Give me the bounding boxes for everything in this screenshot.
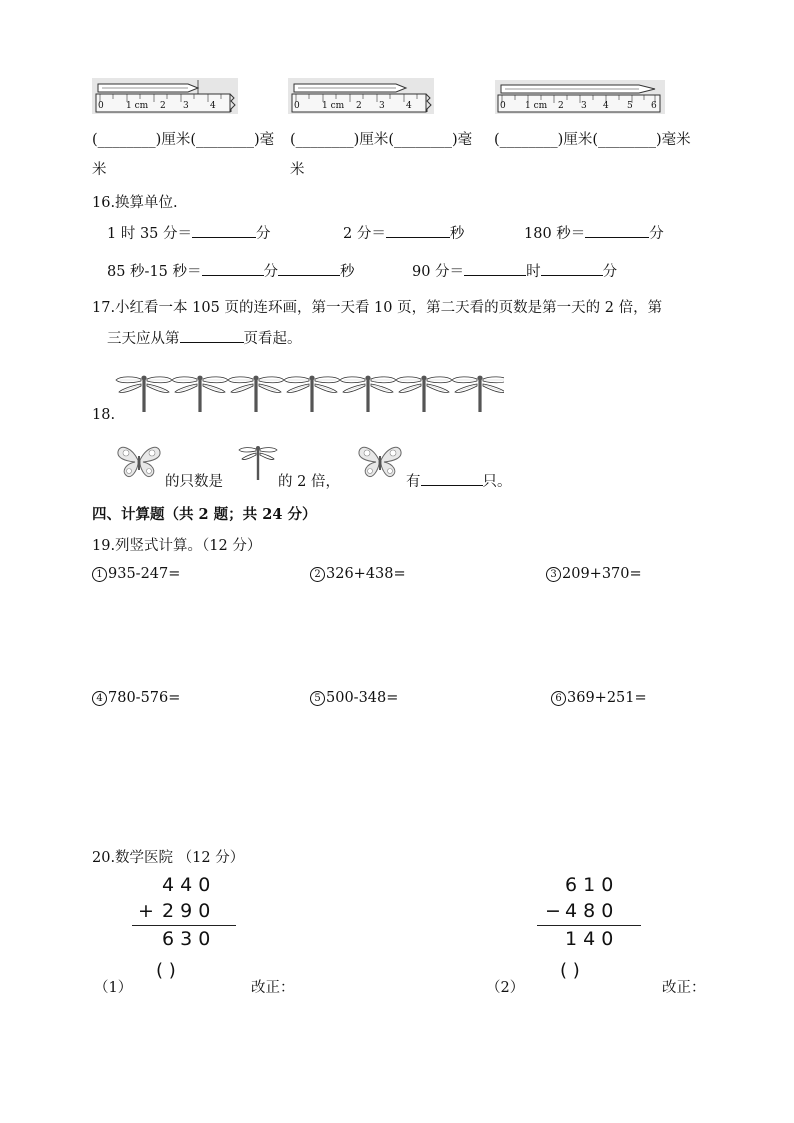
q16-item-5-suffix: 分 <box>602 264 618 280</box>
q19-item-4-expr: 780-576= <box>108 690 181 706</box>
q16-item-4-suffix: 秒 <box>340 264 355 280</box>
ruler-3-tick-5: 5 <box>627 101 633 111</box>
q16-title: 16.换算单位. <box>92 195 178 211</box>
ruler-1 <box>92 78 238 114</box>
q19-item-1 <box>92 566 180 582</box>
q18-number: 18. <box>92 407 116 423</box>
q19-item-3 <box>546 566 642 582</box>
butterfly-icon <box>115 444 163 480</box>
q20-paren-1[interactable]: ( ) <box>156 960 176 981</box>
q19-item-5-expr: 500-348= <box>326 690 399 706</box>
ruler-3-tick-1: 1 cm <box>525 101 548 111</box>
dragonfly-icons <box>114 372 504 416</box>
ruler-3-tick-0: 0 <box>500 101 506 111</box>
q19-item-5 <box>310 690 398 706</box>
ruler-1-tick-2: 2 <box>160 101 166 111</box>
q20-calc-2-result: 1 4 0 <box>565 928 614 950</box>
ruler-2-tick-3: 3 <box>379 101 385 111</box>
q20-title: 20.数学医院 （12 分） <box>92 850 245 866</box>
q20-calc-2-bottom: 4 8 0 <box>565 900 614 922</box>
q19-item-1-expr: 935-247= <box>108 566 181 582</box>
butterfly-icon-1 <box>115 444 163 480</box>
q16-item-2 <box>343 222 464 243</box>
ruler-3-tick-2: 2 <box>558 101 564 111</box>
q19-item-4 <box>92 690 180 706</box>
dragonfly-icon-single <box>238 444 278 482</box>
q16-item-2-blank[interactable] <box>386 223 450 238</box>
q15-answer-b: (________)厘米(________)毫 <box>290 132 473 148</box>
q16-item-4 <box>107 260 355 281</box>
ruler-2-tick-1: 1 cm <box>322 101 345 111</box>
ruler-3-tick-4: 4 <box>603 101 609 111</box>
ruler-3-tick-3: 3 <box>581 101 587 111</box>
butterfly-icon-2 <box>356 444 404 480</box>
q20-fix-2: 改正： <box>662 980 706 996</box>
q16-item-5-blank-1[interactable] <box>464 261 526 276</box>
ruler-1-tick-3: 3 <box>183 101 189 111</box>
q19-item-3-expr: 209+370= <box>562 566 642 582</box>
q20-calc-2-line <box>537 925 641 926</box>
q20-calc-1-op: + <box>138 900 154 922</box>
q16-item-5 <box>412 260 617 281</box>
ruler-1-tick-1: 1 cm <box>126 101 149 111</box>
q16-item-1-blank[interactable] <box>192 223 256 238</box>
q15-answer-c: (________)厘米(________)毫米 <box>494 132 691 148</box>
q20-calc-1-result: 6 3 0 <box>162 928 211 950</box>
q19-item-6-num: 6 <box>551 691 566 706</box>
dragonfly-icon <box>238 444 278 482</box>
q17-line1: 17.小红看一本 105 页的连环画，第一天看 10 页，第二天看的页数是第一天的 2 倍，第 <box>92 300 663 316</box>
q19-item-5-num: 5 <box>310 691 325 706</box>
q19-item-2 <box>310 566 406 582</box>
q17-line2 <box>107 327 302 348</box>
ruler-1-tick-0: 0 <box>98 101 104 111</box>
q15-answer-a: (________)厘米(________)毫 <box>92 132 275 148</box>
q20-label-1: （1） <box>94 980 133 996</box>
q16-item-4-mid: 分 <box>263 264 279 280</box>
q19-item-2-expr: 326+438= <box>326 566 406 582</box>
q20-calc-2-op: − <box>545 900 561 922</box>
ruler-3-image <box>495 80 665 114</box>
q16-item-3 <box>524 222 664 243</box>
q16-item-1-prefix: 1 时 35 分＝ <box>107 226 193 242</box>
q18-text-1: 的只数是 <box>165 474 223 490</box>
q19-item-3-num: 3 <box>546 567 561 582</box>
q16-item-1 <box>107 222 271 243</box>
ruler-2 <box>288 78 434 114</box>
q19-item-6 <box>551 690 647 706</box>
q16-item-5-prefix: 90 分＝ <box>412 264 465 280</box>
q20-calc-2-top: 6 1 0 <box>565 874 614 896</box>
q20-paren-2[interactable]: ( ) <box>560 960 580 981</box>
q19-item-4-num: 4 <box>92 691 107 706</box>
ruler-3 <box>495 80 665 114</box>
q15-answer-b-wrap: 米 <box>290 162 305 178</box>
q20-calc-1 <box>132 872 242 958</box>
q18-answer <box>406 470 512 491</box>
q20-calc-2 <box>535 872 645 958</box>
q16-item-4-prefix: 85 秒-15 秒＝ <box>107 264 202 280</box>
q19-item-6-expr: 369+251= <box>567 690 647 706</box>
section-4-heading: 四、计算题（共 2 题；共 24 分） <box>92 506 317 523</box>
q16-item-5-mid: 时 <box>526 264 541 280</box>
q17-line2-prefix: 三天应从第 <box>107 331 180 347</box>
q17-line2-suffix: 页看起。 <box>243 331 302 347</box>
q20-label-2: （2） <box>486 980 525 996</box>
q16-item-3-suffix: 分 <box>649 226 664 242</box>
ruler-1-tick-4: 4 <box>210 101 216 111</box>
q18-text-3: 有 <box>406 474 421 490</box>
q16-item-4-blank-1[interactable] <box>202 261 264 276</box>
q20-calc-1-line <box>132 925 236 926</box>
q17-blank[interactable] <box>180 328 244 343</box>
q19-item-1-num: 1 <box>92 567 107 582</box>
q18-blank[interactable] <box>421 471 483 486</box>
q20-calc-1-bottom: 2 9 0 <box>162 900 211 922</box>
q20-calc-1-top: 4 4 0 <box>162 874 211 896</box>
q16-item-3-prefix: 180 秒＝ <box>524 226 586 242</box>
q15-answer-a-wrap: 米 <box>92 162 107 178</box>
q18-dragonfly-row <box>114 372 504 416</box>
q18-text-2: 的 2 倍， <box>278 474 340 490</box>
q16-item-5-blank-2[interactable] <box>541 261 603 276</box>
q16-item-4-blank-2[interactable] <box>278 261 340 276</box>
q18-text-4: 只。 <box>482 474 512 490</box>
q19-item-2-num: 2 <box>310 567 325 582</box>
q16-item-3-blank[interactable] <box>585 223 649 238</box>
ruler-3-tick-6: 6 <box>651 101 657 111</box>
q20-fix-1: 改正： <box>251 980 295 996</box>
q16-item-2-prefix: 2 分＝ <box>343 226 386 242</box>
ruler-2-tick-0: 0 <box>294 101 300 111</box>
ruler-2-tick-4: 4 <box>406 101 412 111</box>
q16-item-2-suffix: 秒 <box>449 226 465 242</box>
q19-title: 19.列竖式计算。（12 分） <box>92 538 262 554</box>
butterfly-icon <box>356 444 404 480</box>
q16-item-1-suffix: 分 <box>256 226 271 242</box>
ruler-2-tick-2: 2 <box>356 101 362 111</box>
